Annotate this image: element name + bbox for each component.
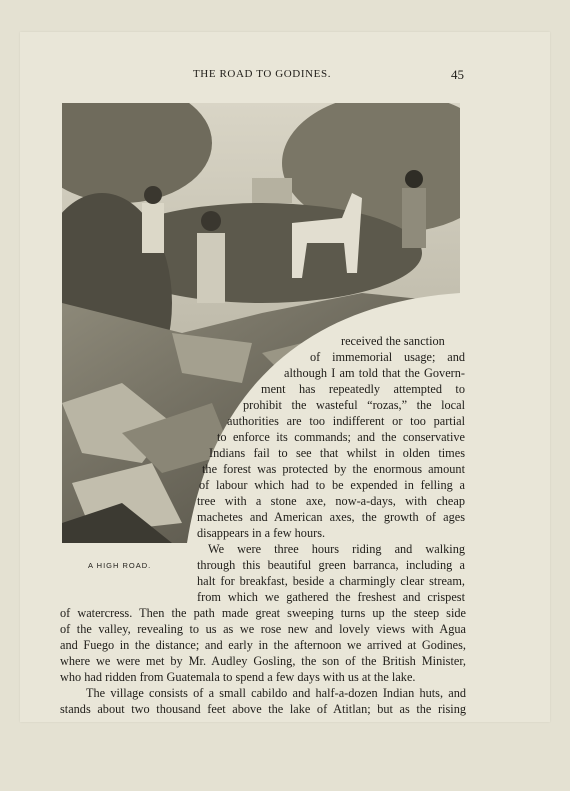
text-line: stands about two thousand feet above the lake of Atitlan; but as the rising	[60, 702, 466, 716]
text-line: Indians fail to see that whilst in olden times	[209, 446, 465, 460]
text-line: The village consists of a small cabildo and half-a-dozen Indian huts, and	[86, 686, 466, 700]
text-line: We were three hours riding and walking	[208, 542, 465, 556]
text-line: although I am told that the Govern-	[284, 366, 465, 380]
text-line: halt for breakfast, beside a charmingly clear stream,	[197, 574, 465, 588]
text-line: machetes and American axes, the growth of ages	[197, 510, 465, 524]
text-line: of the valley, revealing to us as we rose new and lovely views with Agua	[60, 622, 466, 636]
text-line: the forest was protected by the enormous amount	[202, 462, 465, 476]
text-line: from which we gathered the freshest and crispest	[197, 590, 465, 604]
photo-caption: A HIGH ROAD.	[88, 561, 152, 570]
text-line: through this beautiful green barranca, including a	[197, 558, 465, 572]
text-line: where we were met by Mr. Audley Gosling, the son of the British Minister,	[60, 654, 466, 668]
running-head: THE ROAD TO GODINES.	[192, 68, 332, 80]
text-line: who had ridden from Guatemala to spend a few days with us at the lake.	[60, 670, 416, 684]
text-line: to enforce its commands; and the conservative	[217, 430, 465, 444]
text-line: received the sanction	[341, 334, 445, 348]
text-line: of labour which had to be expended in felling a	[199, 478, 465, 492]
text-line: authorities are too indifferent or too partial	[227, 414, 465, 428]
page-number: 45	[451, 67, 464, 82]
text-line: of watercress. Then the path made great sweeping turns up the steep side	[60, 606, 466, 620]
text-line: of immemorial usage; and	[310, 350, 465, 364]
text-line: prohibit the wasteful “rozas,” the local	[243, 398, 465, 412]
text-line: disappears in a few hours.	[197, 526, 326, 540]
text-line: ment has repeatedly attempted to	[261, 382, 465, 396]
page-header	[60, 68, 464, 84]
text-line: tree with a stone axe, now-a-days, with cheap	[197, 494, 465, 508]
text-line: and Fuego in the distance; and early in the afternoon we arrived at Godines,	[60, 638, 466, 652]
